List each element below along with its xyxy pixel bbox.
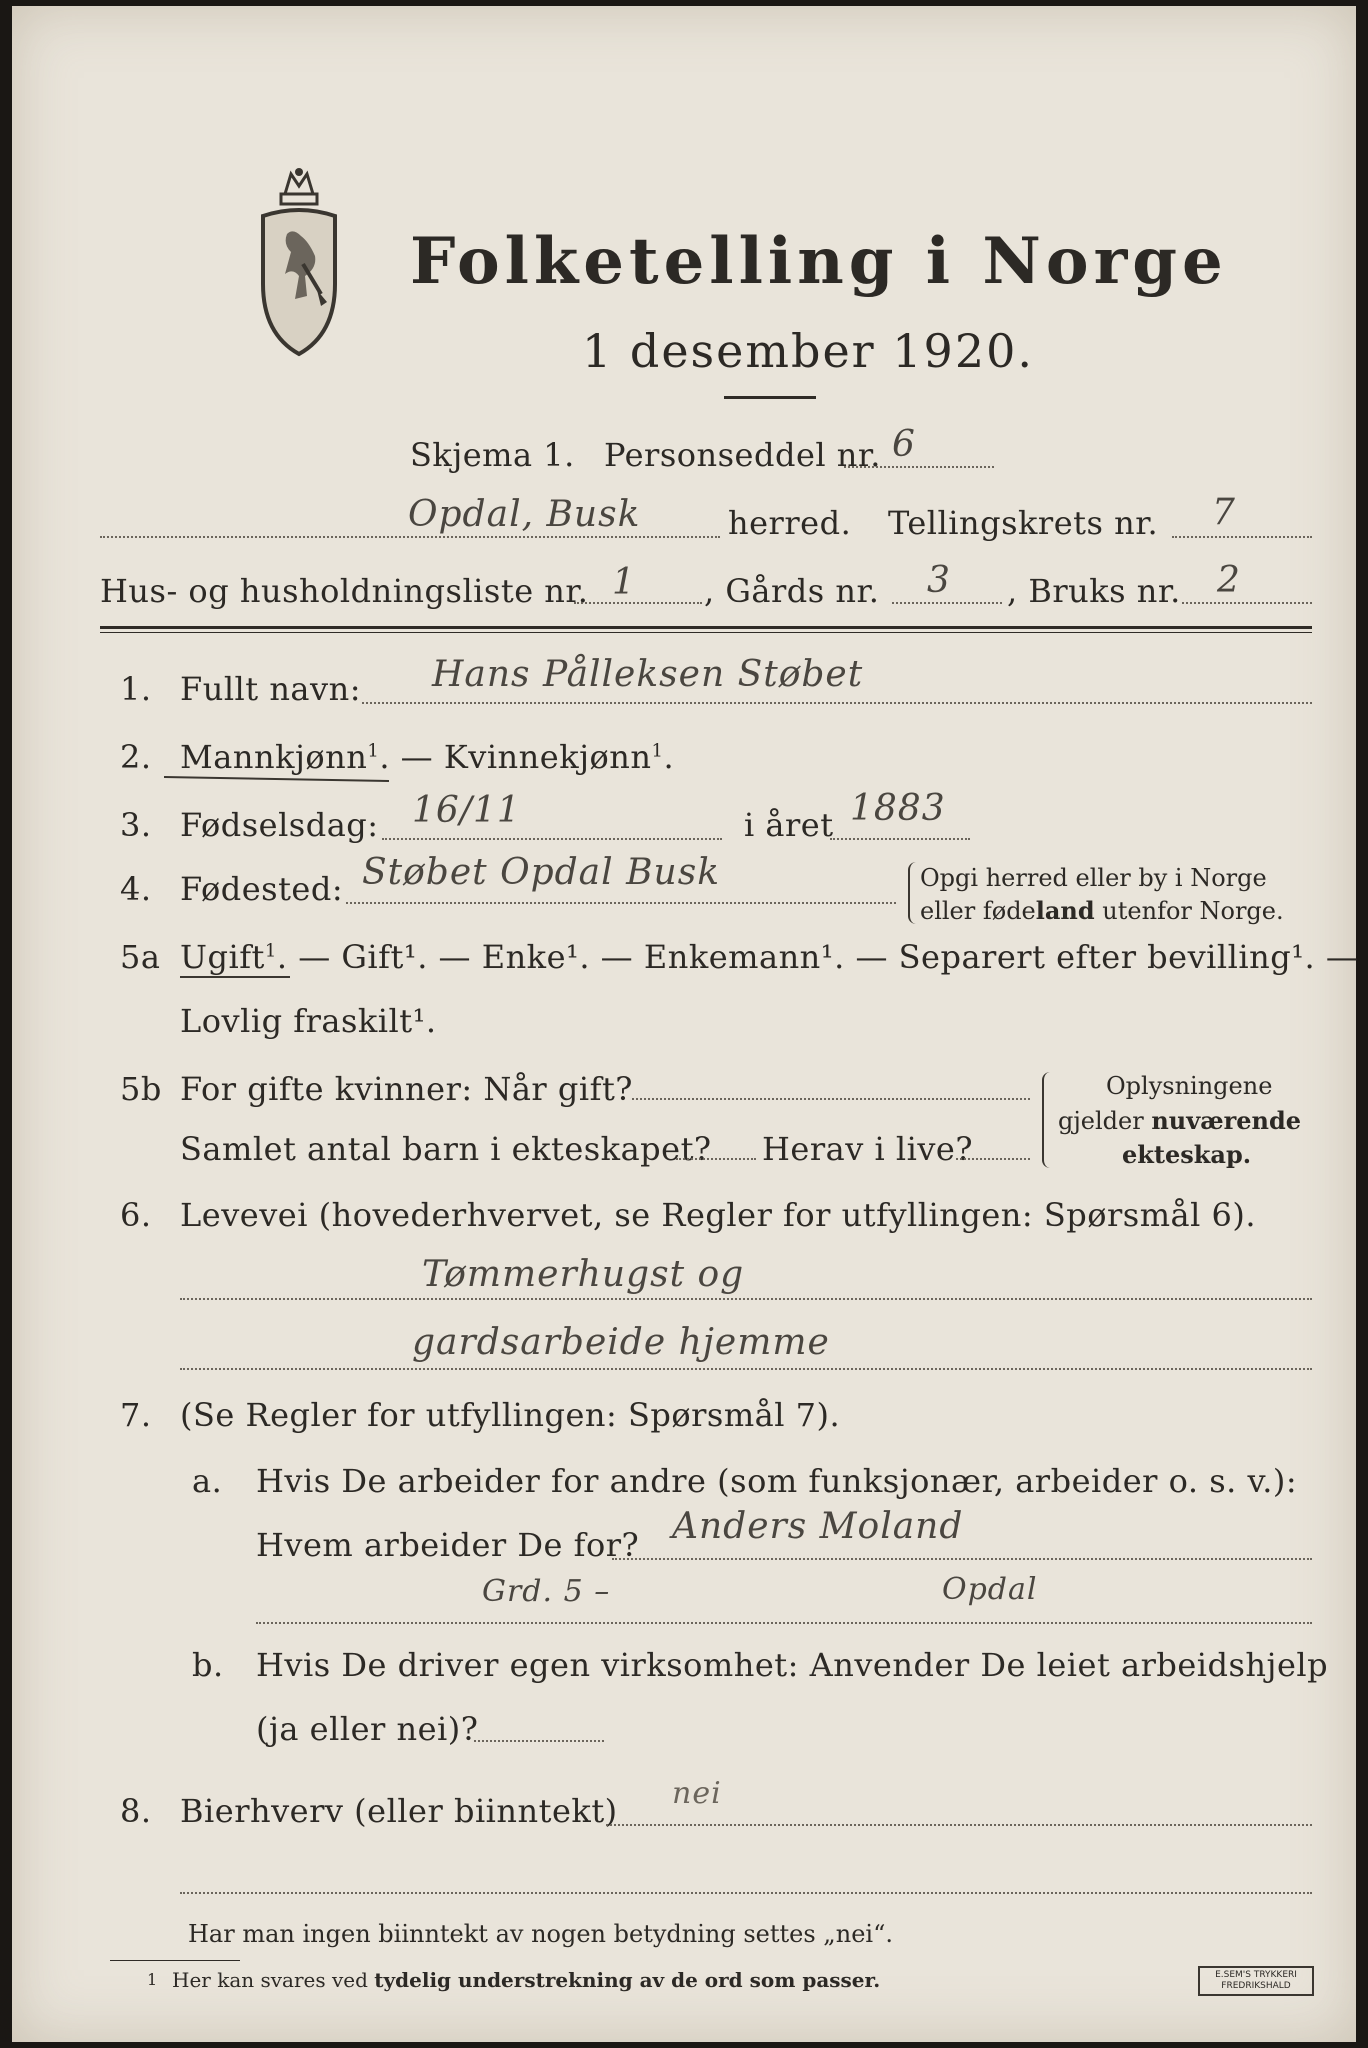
q1-label: Fullt navn: (180, 670, 361, 708)
q5b-label-3: Herav i live? (762, 1130, 974, 1168)
herred-label: herred. (728, 504, 852, 542)
header-rule-top (100, 626, 1312, 629)
q2-number: 2. (120, 738, 152, 776)
footnote-mark: 1 (147, 1970, 158, 1989)
birthdate-value: 16/11 (412, 790, 521, 831)
q3-number: 3. (120, 806, 152, 844)
q5b-label-2: Samlet antal barn i ekteskapet? (180, 1130, 712, 1168)
q7-number: 7. (120, 1396, 152, 1434)
q6-label: Levevei (hovederhvervet, se Regler for utfyllingen: Spørsmål 6). (180, 1196, 1257, 1234)
q7b-label: Hvis De driver egen virksomhet: Anvender De leiet arbeidshjelp (256, 1646, 1329, 1684)
q2-female-option: . — Kvinnekjønn (379, 738, 652, 776)
occupation-value-2: gardsarbeide hjemme (412, 1322, 830, 1363)
q7a-letter: a. (192, 1462, 223, 1500)
q4-number: 4. (120, 870, 152, 908)
employer-value: Anders Moland (672, 1506, 964, 1547)
q8-note: Har man ingen biinntekt av nogen betydning settes „nei“. (188, 1920, 893, 1948)
bruks-value: 2 (1217, 560, 1241, 601)
coat-of-arms-icon (247, 164, 352, 364)
footnote-rule (110, 1960, 240, 1961)
q8-line-2 (180, 1892, 1312, 1894)
gards-value: 3 (927, 560, 951, 601)
q7a-line-2 (256, 1622, 1312, 1624)
husholdning-label: Hus- og husholdningsliste nr. (100, 572, 589, 610)
personseddel-value: 6 (892, 424, 916, 465)
q4-note-line-1: Opgi herred eller by i Norge (920, 864, 1267, 892)
q5b-number: 5b (120, 1070, 162, 1108)
tellingskrets-line (1172, 536, 1312, 538)
herred-line (100, 536, 720, 538)
q6-line-1 (180, 1298, 1312, 1300)
q8-label: Bierhverv (eller biinntekt) (180, 1792, 618, 1830)
q1-number: 1. (120, 670, 152, 708)
schema-label: Skjema 1. (410, 436, 575, 474)
q5a-line-2: Lovlig fraskilt¹. (180, 1002, 437, 1040)
q7b-letter: b. (192, 1646, 224, 1684)
q8-line-1 (606, 1824, 1312, 1826)
q7a-label: Hvis De arbeider for andre (som funksjonær, arbeider o. s. v.): (256, 1462, 1298, 1500)
q5b-line-3 (956, 1158, 1030, 1160)
full-name-value: Hans Pålleksen Støbet (432, 654, 864, 695)
husholdning-line (574, 602, 702, 604)
q5b-label-1: For gifte kvinner: Når gift? (180, 1070, 633, 1108)
title-divider (724, 396, 816, 399)
q5b-note-3: ekteskap. (1122, 1140, 1252, 1169)
gards-label: , Gårds nr. (704, 572, 880, 610)
q7b-label-2: (ja eller nei)? (256, 1710, 479, 1748)
birthyear-value: 1883 (850, 788, 946, 829)
occupation-value-1: Tømmerhugst og (422, 1254, 745, 1295)
q2-line: Mannkjønn$^1$. — Kvinnekjønn$^1$. (180, 738, 675, 776)
q3-line (382, 838, 722, 840)
q6-line-2 (180, 1368, 1312, 1370)
census-form-page (12, 6, 1359, 2042)
q7b-line (474, 1740, 604, 1742)
q7a-label-2: Hvem arbeider De for? (256, 1526, 640, 1564)
employer-value-3: Opdal (942, 1572, 1038, 1607)
census-date: 1 desember 1920. (582, 324, 1034, 378)
husholdning-value: 1 (612, 562, 636, 603)
q5b-line-2 (676, 1158, 756, 1160)
tellingskrets-label: Tellingskrets nr. (888, 504, 1159, 542)
q5a-number: 5a (120, 938, 161, 976)
q5b-line-1 (632, 1098, 1030, 1100)
bruks-label: , Bruks nr. (1007, 572, 1181, 610)
printer-stamp: E.SEM'S TRYKKERI FREDRIKSHALD (1198, 1966, 1314, 1996)
q7a-line-1 (612, 1558, 1312, 1560)
tellingskrets-value: 7 (1212, 492, 1236, 533)
q7-label: (Se Regler for utfyllingen: Spørsmål 7). (180, 1396, 841, 1434)
q5a-options: Ugift$^1$. — Gift¹. — Enke¹. — Enkemann¹. — Separert efter bevilling¹. — (180, 938, 1359, 976)
q1-line (362, 702, 1312, 704)
form-title: Folketelling i Norge (410, 224, 1228, 299)
q5a-ugift-option: Ugift (180, 938, 265, 976)
q2-male-underline (164, 776, 389, 782)
q5a-ugift-underline (180, 976, 290, 978)
personseddel-label: Personseddel nr. (604, 436, 881, 474)
header-rule-bottom (100, 632, 1312, 633)
personseddel-line (844, 466, 994, 468)
birthplace-value: Støbet Opdal Busk (362, 852, 721, 893)
q5b-note-2: gjelder nuværende (1058, 1106, 1302, 1135)
q3-year-label: i året (744, 806, 834, 844)
q3-label: Fødselsdag: (180, 806, 379, 844)
q5b-note-bracket (1042, 1072, 1052, 1168)
herred-value: Opdal, Busk (408, 494, 641, 535)
q2-male-option: Mannkjønn (180, 738, 368, 776)
q4-note-bracket (908, 862, 916, 924)
employer-value-2: Grd. 5 – (482, 1574, 611, 1609)
q5b-note-1: Oplysningene (1106, 1072, 1273, 1100)
q8-number: 8. (120, 1792, 152, 1830)
q4-label: Fødested: (180, 870, 344, 908)
q4-line (346, 902, 896, 904)
q3-year-line (830, 838, 970, 840)
gards-line (892, 602, 1002, 604)
footnote-text: Her kan svares ved tydelig understrekning av de ord som passer. (172, 1968, 881, 1992)
q4-note-line-2: eller fødeland utenfor Norge. (920, 896, 1284, 925)
bruks-line (1182, 602, 1312, 604)
q6-number: 6. (120, 1196, 152, 1234)
side-income-value: nei (672, 1776, 722, 1811)
